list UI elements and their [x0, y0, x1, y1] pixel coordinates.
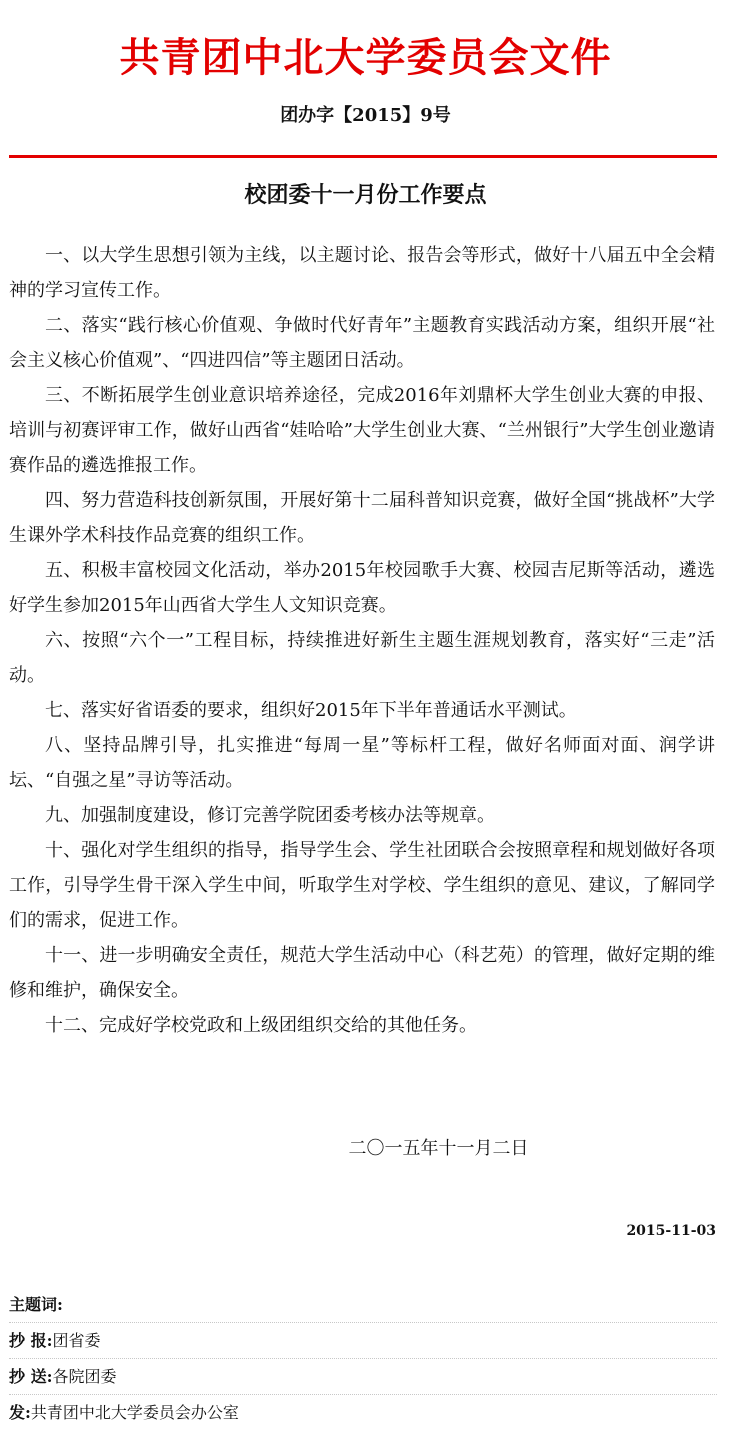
paragraph-4: 四、努力营造科技创新氛围，开展好第十二届科普知识竞赛，做好全国“挑战杯”大学生课外学术科技作品竞赛的组织工作。 — [9, 490, 715, 546]
paragraph-9: 九、加强制度建设，修订完善学院团委考核办法等规章。 — [45, 805, 495, 826]
copy-label: 抄 送: — [9, 1367, 53, 1386]
paragraph-6: 六、按照“六个一”工程目标，持续推进好新生主题生涯规划教育，落实好“三走”活动。 — [9, 630, 715, 686]
paragraph-8: 八、坚持品牌引导，扎实推进“每周一星”等标杆工程，做好名师面对面、润学讲坛、“自强之星”寻访等活动。 — [9, 735, 715, 791]
document-meta — [9, 1287, 717, 1430]
paragraph-7: 七、落实好省语委的要求，组织好2015年下半年普通话水平测试。 — [45, 700, 577, 721]
report-value: 团省委 — [52, 1331, 101, 1350]
issuer-value: 共青团中北大学委员会办公室 — [30, 1403, 239, 1422]
document-title: 校团委十一月份工作要点 — [244, 182, 487, 208]
signed-date: 二〇一五年十一月二日 — [348, 1138, 529, 1159]
issuer-row — [9, 1395, 717, 1430]
paragraph-2: 二、落实“践行核心价值观、争做时代好青年”主题教育实践活动方案，组织开展“社会主义核心价值观”、“四进四信”等主题团日活动。 — [9, 315, 715, 371]
subject-row — [9, 1287, 717, 1323]
paragraph-5: 五、积极丰富校园文化活动，举办2015年校园歌手大赛、校园吉尼斯等活动，遴选好学生参加2015年山西省大学生人文知识竞赛。 — [9, 560, 715, 616]
copy-row — [9, 1359, 717, 1395]
subject-label: 主题词: — [9, 1295, 63, 1314]
org-title: 共青团中北大学委员会文件 — [119, 35, 612, 81]
paragraph-11: 十一、进一步明确安全责任，规范大学生活动中心（科艺苑）的管理，做好定期的维修和维护，确保安全。 — [9, 945, 715, 1001]
issuer-label: 发: — [9, 1403, 31, 1422]
red-divider — [9, 155, 717, 158]
report-label: 抄 报: — [9, 1331, 53, 1350]
report-row — [9, 1323, 717, 1359]
paragraph-12: 十二、完成好学校党政和上级团组织交给的其他任务。 — [45, 1015, 477, 1036]
paragraph-1: 一、以大学生思想引领为主线，以主题讨论、报告会等形式，做好十八届五中全会精神的学习宣传工作。 — [9, 245, 715, 301]
document-number: 团办字【2015】9号 — [280, 105, 451, 126]
paragraph-10: 十、强化对学生组织的指导，指导学生会、学生社团联合会按照章程和规划做好各项工作，引导学生骨干深入学生中间，听取学生对学校、学生组织的意见、建议，了解同学们的需求，促进工作。 — [9, 840, 715, 931]
copy-value: 各院团委 — [52, 1367, 117, 1386]
paragraph-3: 三、不断拓展学生创业意识培养途径，完成2016年刘鼎杯大学生创业大赛的申报、培训与初赛评审工作，做好山西省“娃哈哈”大学生创业大赛、“兰州银行”大学生创业邀请赛作品的遴选推报工作。 — [9, 385, 715, 476]
document-body — [9, 238, 715, 1043]
publish-date: 2015-11-03 — [626, 1223, 716, 1239]
